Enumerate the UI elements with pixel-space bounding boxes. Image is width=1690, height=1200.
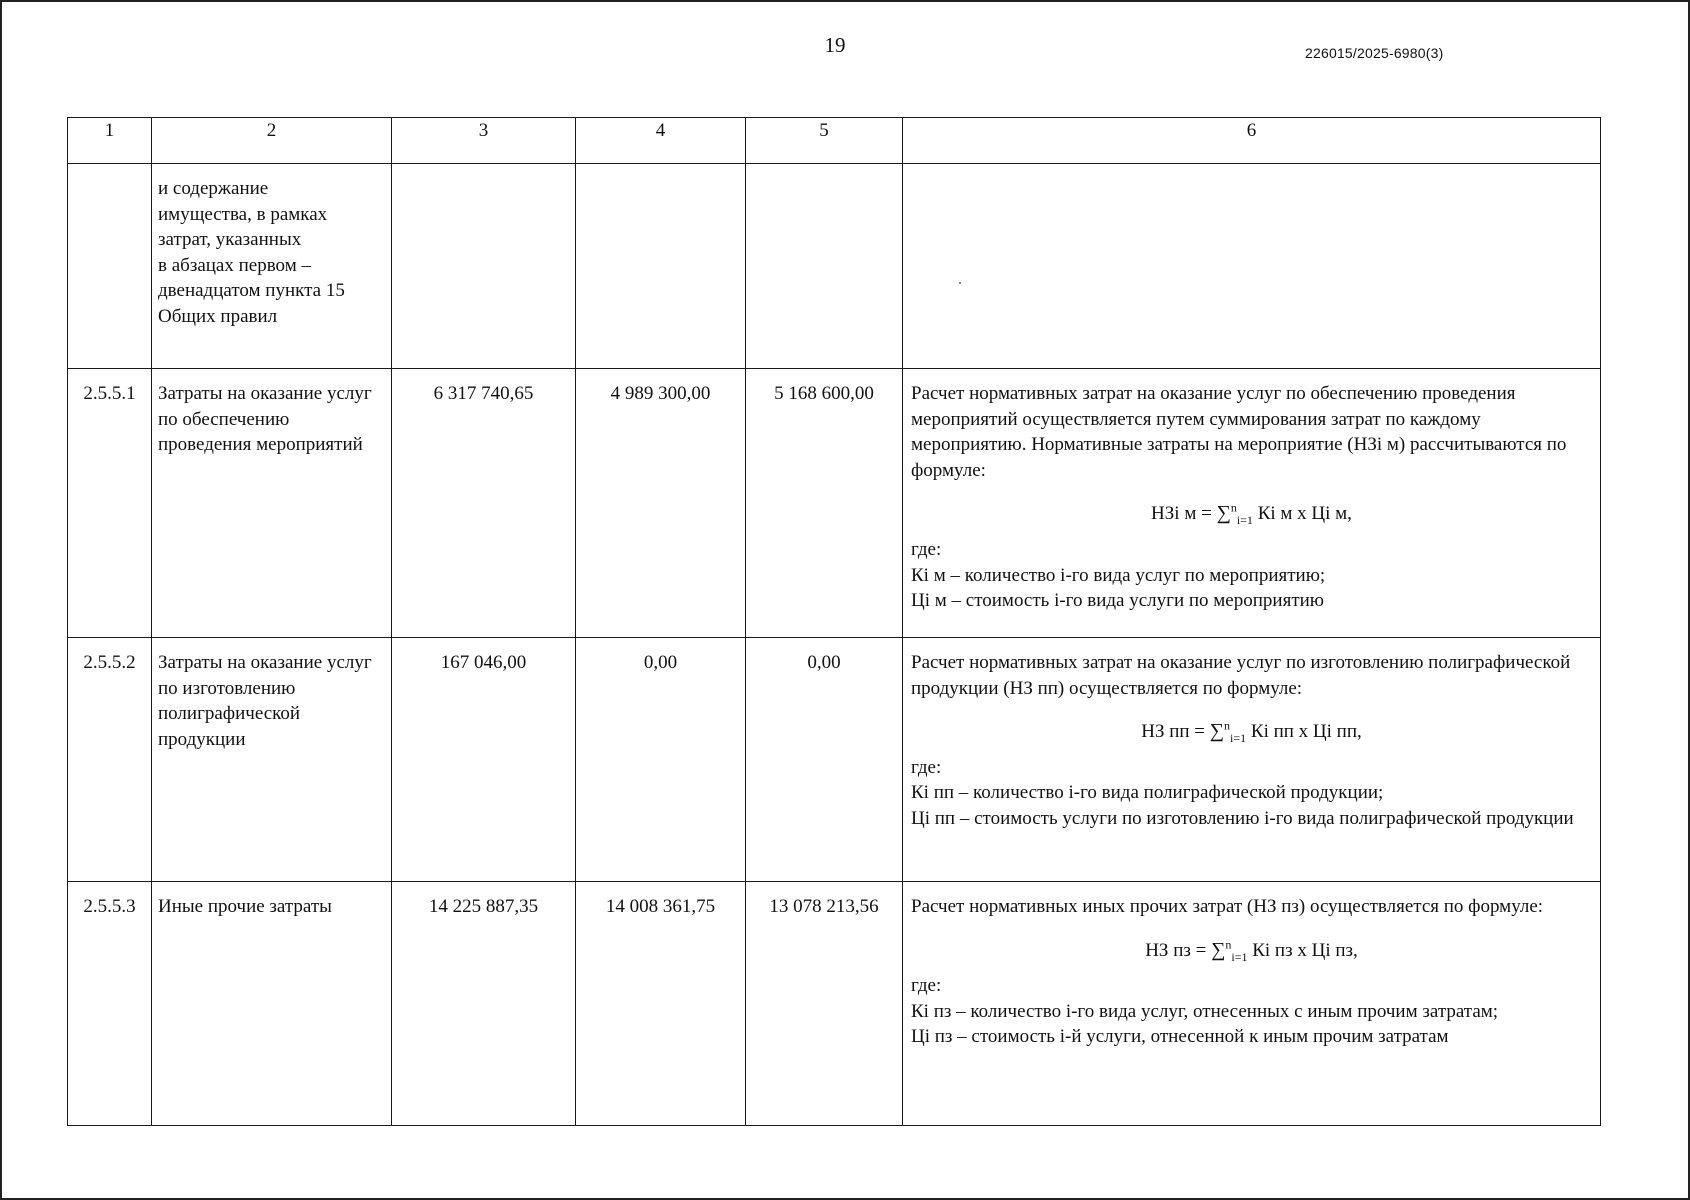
cell-name: Затраты на оказание услуг по обеспечению проведения мероприятий: [152, 369, 392, 638]
formula-lhs: НЗ пз =: [1145, 939, 1212, 961]
name-line: и содержание: [158, 178, 269, 199]
formula-rhs: Кi пз х Цi пз,: [1247, 939, 1358, 961]
name-line: двенадцатом пункта 15: [158, 280, 345, 302]
cell-desc: [903, 369, 1601, 638]
sum-upper: n: [1225, 937, 1232, 952]
sum-lower: i=1: [1231, 949, 1248, 964]
definition-line: Цi пп – стоимость услуги по изготовлению i-го вида полиграфической продукции: [911, 807, 1574, 829]
sum-symbol: ∑: [1209, 720, 1225, 743]
formula: [911, 938, 1592, 964]
cell-val5: 13 078 213,56: [746, 882, 903, 1126]
name-line: в абзацах первом –: [158, 254, 311, 276]
column-header-5: 5: [746, 118, 903, 164]
sum-symbol: ∑: [1216, 502, 1231, 525]
where-label: где:: [911, 756, 942, 778]
cost-table: [67, 117, 1601, 1126]
cell-desc: [903, 164, 1601, 369]
cell-name: Иные прочие затраты: [152, 882, 392, 1126]
table-row: [68, 369, 1601, 638]
formula-rhs: Кi пп х Цi пп,: [1246, 721, 1362, 743]
sum-upper: n: [1230, 501, 1237, 516]
cell-val4: [576, 164, 746, 369]
name-line: имущества, в рамках: [158, 203, 328, 225]
column-header-1: 1: [68, 118, 152, 164]
definition-line: Цi пз – стоимость i-й услуги, отнесенной к иным прочим затратам: [911, 1026, 1449, 1048]
column-header-2: 2: [152, 118, 392, 164]
definition-line: Кi пп – количество i-го вида полиграфической продукции;: [911, 782, 1384, 804]
name-line: затрат, указанных: [158, 229, 302, 251]
desc-intro: Расчет нормативных затрат на оказание услуг по обеспечению проведения мероприятий осуществляется путем суммирования затрат по каждому мероприятию. Нормативные затраты на мероприятие (НЗi м) рассчитываются по формуле:: [911, 383, 1567, 481]
where-label: где:: [911, 538, 942, 560]
name-line: Общих правил: [158, 305, 278, 327]
cell-val4: 0,00: [576, 638, 746, 882]
cell-val5: 5 168 600,00: [746, 369, 903, 638]
cell-num: 2.5.5.1: [68, 369, 152, 638]
formula-lhs: НЗ пп =: [1141, 721, 1210, 743]
sum-symbol: ∑: [1211, 938, 1226, 961]
cell-val3: [392, 164, 576, 369]
cell-name: [152, 164, 392, 369]
cell-name: Затраты на оказание услуг по изготовлению полиграфической продукции: [152, 638, 392, 882]
formula-rhs: Кi м х Цi м,: [1252, 503, 1352, 525]
cell-val4: 14 008 361,75: [576, 882, 746, 1126]
cell-num: 2.5.5.2: [68, 638, 152, 882]
page-number: 19: [824, 33, 846, 57]
cell-num: [68, 164, 152, 369]
cell-val3: 6 317 740,65: [392, 369, 576, 638]
formula-lhs: НЗi м =: [1151, 503, 1217, 525]
scan-speck: [959, 282, 961, 284]
desc-intro: Расчет нормативных затрат на оказание услуг по изготовлению полиграфической продукции (НЗ пп) осуществляется по формуле:: [911, 652, 1571, 699]
definition-line: Цi м – стоимость i-го вида услуги по мероприятию: [911, 590, 1324, 612]
cell-desc: [903, 882, 1601, 1126]
formula: [911, 719, 1592, 745]
where-label: где:: [911, 975, 942, 997]
cell-desc: [903, 638, 1601, 882]
desc-intro: Расчет нормативных иных прочих затрат (НЗ пз) осуществляется по формуле:: [911, 896, 1544, 917]
table-header-row: [68, 118, 1601, 164]
document-id: 226015/2025-6980(3): [1305, 45, 1444, 61]
column-header-3: 3: [392, 118, 576, 164]
sum-lower: i=1: [1230, 730, 1247, 745]
cell-val4: 4 989 300,00: [576, 369, 746, 638]
column-header-6: 6: [903, 118, 1601, 164]
table-row: [68, 882, 1601, 1126]
column-header-4: 4: [576, 118, 746, 164]
definition-line: Кi пз – количество i-го вида услуг, отнесенных с иным прочим затратам;: [911, 1000, 1499, 1022]
definition-line: Кi м – количество i-го вида услуг по мероприятию;: [911, 564, 1326, 586]
table-row: [68, 638, 1601, 882]
cell-num: 2.5.5.3: [68, 882, 152, 1126]
formula: [911, 501, 1592, 527]
sum-upper: n: [1224, 718, 1231, 733]
cell-val3: 167 046,00: [392, 638, 576, 882]
cell-val5: [746, 164, 903, 369]
sum-lower: i=1: [1236, 513, 1253, 528]
cell-val5: 0,00: [746, 638, 903, 882]
table-row-continuation: [68, 164, 1601, 369]
cell-val3: 14 225 887,35: [392, 882, 576, 1126]
